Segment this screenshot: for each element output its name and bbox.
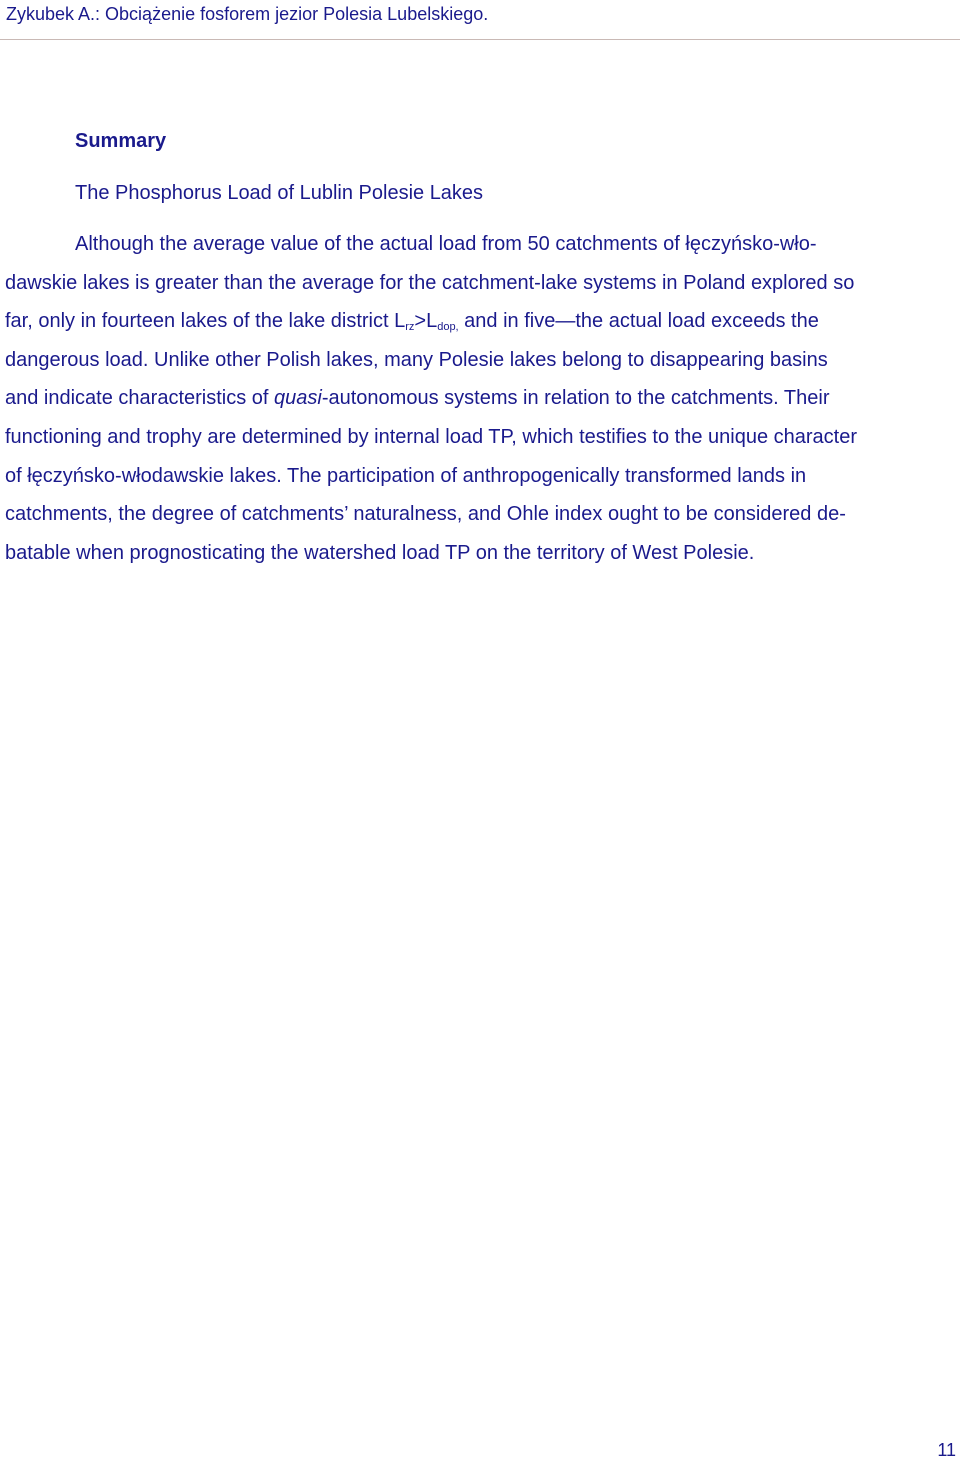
paragraph-line: batable when prognosticating the watershed load TP on the territory of West Polesie.	[5, 541, 755, 564]
running-header: Zykubek A.: Obciążenie fosforem jezior Polesia Lubelskiego.	[6, 4, 489, 24]
text-run: >L	[414, 310, 438, 333]
header-rule	[0, 39, 960, 40]
paragraph-line: catchments, the degree of catchments’ naturalness, and Ohle index ought to be considered de-	[5, 503, 846, 526]
page-number: 11	[937, 1440, 956, 1460]
paragraph-line: dawskie lakes is greater than the average for the catchment-lake systems in Poland explored so	[5, 271, 855, 294]
paragraph-line: dangerous load. Unlike other Polish lakes, many Polesie lakes belong to disappearing basins	[5, 348, 828, 371]
paragraph-line: of łęczyńsko-włodawskie lakes. The participation of anthropogenically transformed lands in	[5, 464, 807, 487]
subscript-rz: rz	[405, 321, 415, 334]
paragraph-line	[5, 302, 955, 341]
text-run: far, only in fourteen lakes of the lake district L	[5, 310, 406, 333]
summary-paragraph	[5, 225, 955, 572]
paragraph-line: functioning and trophy are determined by internal load TP, which testifies to the unique character	[5, 425, 858, 448]
paper-title: The Phosphorus Load of Lublin Polesie Lakes	[75, 182, 484, 204]
text-run: and indicate characteristics of	[5, 387, 275, 410]
text-run: and in five—the actual load exceeds the	[458, 310, 819, 333]
subscript-dop: dop,	[437, 321, 459, 334]
text-run: -autonomous systems in relation to the catchments. Their	[321, 387, 830, 410]
paragraph-line: Although the average value of the actual load from 50 catchments of łęczyńsko-wło-	[75, 233, 817, 255]
section-heading: Summary	[75, 130, 167, 152]
italic-term: quasi	[274, 387, 322, 410]
paragraph-line	[5, 379, 955, 418]
